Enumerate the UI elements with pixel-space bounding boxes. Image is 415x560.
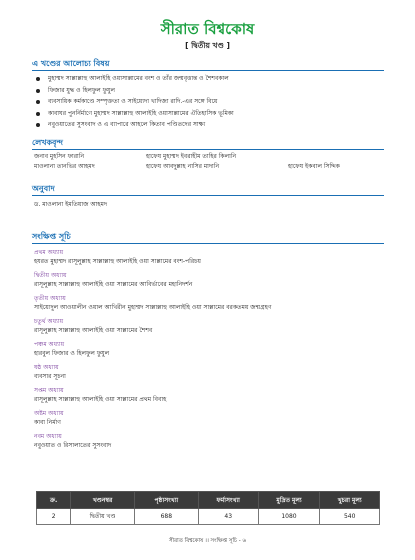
chapter-title: হযরত মুহাম্মদ রাসূলুল্লাহ সাল্লাল্লাহু আলাইহি ওয়া সাল্লামের বংশ-পরিচয় [34,258,201,265]
toc-rule [32,243,384,244]
writer-name: হাফেয ইকবাল সিদ্দিক [288,163,340,170]
bullet-icon [36,112,40,116]
list-item [34,363,384,386]
list-item: মুহাম্মদ সাল্লাল্লাহু আলাইহি ওয়াসাল্লামের বংশ ও তাঁর জন্মবৃত্তান্ত ও শৈশবকাল [34,73,384,85]
topics-list [34,73,384,131]
chapter-title: সাইয়্যেদুল আওয়ালীন ওয়াল আখিরীন মুহাম্মদ সাল্লাল্লাহু আলাইহি ওয়া সাল্লামের বরকতময় জন্মগ্রহণ [34,304,272,311]
chapter-title: হারবুল ফিজার ও হিলফুল ফুযুল [34,350,110,357]
chapter-title: নবুওয়াত ও রিসালাতের সুসংবাদ [34,442,112,449]
list-item [34,409,384,432]
list-item: ব্যবসায়িক কর্মকাণ্ডে সম্পৃক্ততা ও সাইয়্যেদা খাদিজা রাদি.-এর সঙ্গে বিয়ে [34,96,384,108]
writer-name: মাওলানা তানভির আহমদ [34,163,95,170]
writer-name: জনাব মুহসিন ফারানি [34,153,85,160]
column-header: মুদ্রিত মূল্য [258,492,320,509]
list-item [34,248,384,271]
topics-rule [32,70,384,71]
toc-list [34,248,384,455]
list-item [34,340,384,363]
bullet-icon [36,77,40,81]
chapter-title: ব্যবসার সূচনা [34,373,66,380]
writers-heading: লেখকবৃন্দ [32,138,63,147]
column-header: ফর্মাসংখ্যা [198,492,258,509]
bullet-icon [36,123,40,127]
writer-name: হাফেয আবদুল্লাহ নাসির মাদানি [146,163,220,170]
bullet-icon [36,89,40,93]
table-cell: 2 [37,509,71,525]
column-header: পৃষ্ঠাসংখ্যা [134,492,198,509]
table-cell: দ্বিতীয় খণ্ড [71,509,135,525]
volume-subtitle: [ দ্বিতীয় খণ্ড ] [185,41,230,50]
table-cell: 688 [134,509,198,525]
table-header-row [37,492,380,509]
chapter-label: সপ্তম অধ্যায় [34,387,64,394]
chapter-title: কাবা নির্মাণ [34,419,61,426]
list-item [34,317,384,340]
list-item: ফিজার যুদ্ধ ও হিলফুল ফুযুল [34,85,384,97]
list-item [34,432,384,455]
list-item: কাবাঘর পুনর্নির্মাণে মুহাম্মদ সাল্লাল্লাহু আলাইহি ওয়াসাল্লামের ঐতিহাসিক ভূমিকা [34,108,384,120]
list-item [34,294,384,317]
column-header: খুচরা মূল্য [320,492,380,509]
translation-rule [32,195,384,196]
table-row [37,509,380,525]
bullet-icon [36,100,40,104]
topics-heading: এ খণ্ডের আলোচ্য বিষয় [32,59,110,68]
column-header: ক্র. [37,492,71,509]
chapter-label: অষ্টম অধ্যায় [34,410,64,417]
writers-rule [32,149,384,150]
page-footer: সীরাত বিশ্বকোষ ।। সংক্ষিপ্ত সূচি - ৬ [168,538,247,544]
writer-row [34,162,384,172]
chapter-title: রাসূলুল্লাহ সাল্লাল্লাহু আলাইহি ওয়া সাল্লামের শৈশব [34,327,153,334]
translator-name: ড. মাওলানা ইমতিয়াজ আহমদ [34,201,108,208]
translation-heading: অনুবাদ [32,184,55,193]
list-item [34,386,384,409]
table-cell: 1080 [258,509,320,525]
volume-info-table [36,491,380,525]
list-item: নবুওয়াতের সুসংবাদ ও এ ব্যাপারে আহলে কিতাব পণ্ডিতদের সাক্ষ্য [34,119,384,131]
writers-list [34,152,384,172]
chapter-label: দ্বিতীয় অধ্যায় [34,272,67,279]
list-item [34,271,384,294]
chapter-label: চতুর্থ অধ্যায় [34,318,64,325]
writer-row [34,152,384,162]
column-header: খণ্ডনম্বর [71,492,135,509]
chapter-title: রাসূলুল্লাহ সাল্লাল্লাহু আলাইহি ওয়া সাল্লামের প্রথম বিবাহ [34,396,167,403]
chapter-title: রাসূলুল্লাহ সাল্লাল্লাহু আলাইহি ওয়া সাল্লামের আবির্ভাবের মহানিদর্শন [34,281,193,288]
chapter-label: তৃতীয় অধ্যায় [34,295,66,302]
book-title: সীরাত বিশ্বকোষ [160,20,255,38]
toc-heading: সংক্ষিপ্ত সূচি [32,232,71,241]
chapter-label: প্রথম অধ্যায় [34,249,64,256]
table-cell: 43 [198,509,258,525]
chapter-label: নবম অধ্যায় [34,433,62,440]
table-cell: 540 [320,509,380,525]
writer-name: হাফেয মুহাম্মদ ইবরাহীম তাহির কিলানি [146,153,237,160]
chapter-label: পঞ্চম অধ্যায় [34,341,65,348]
chapter-label: ষষ্ঠ অধ্যায় [34,364,59,371]
